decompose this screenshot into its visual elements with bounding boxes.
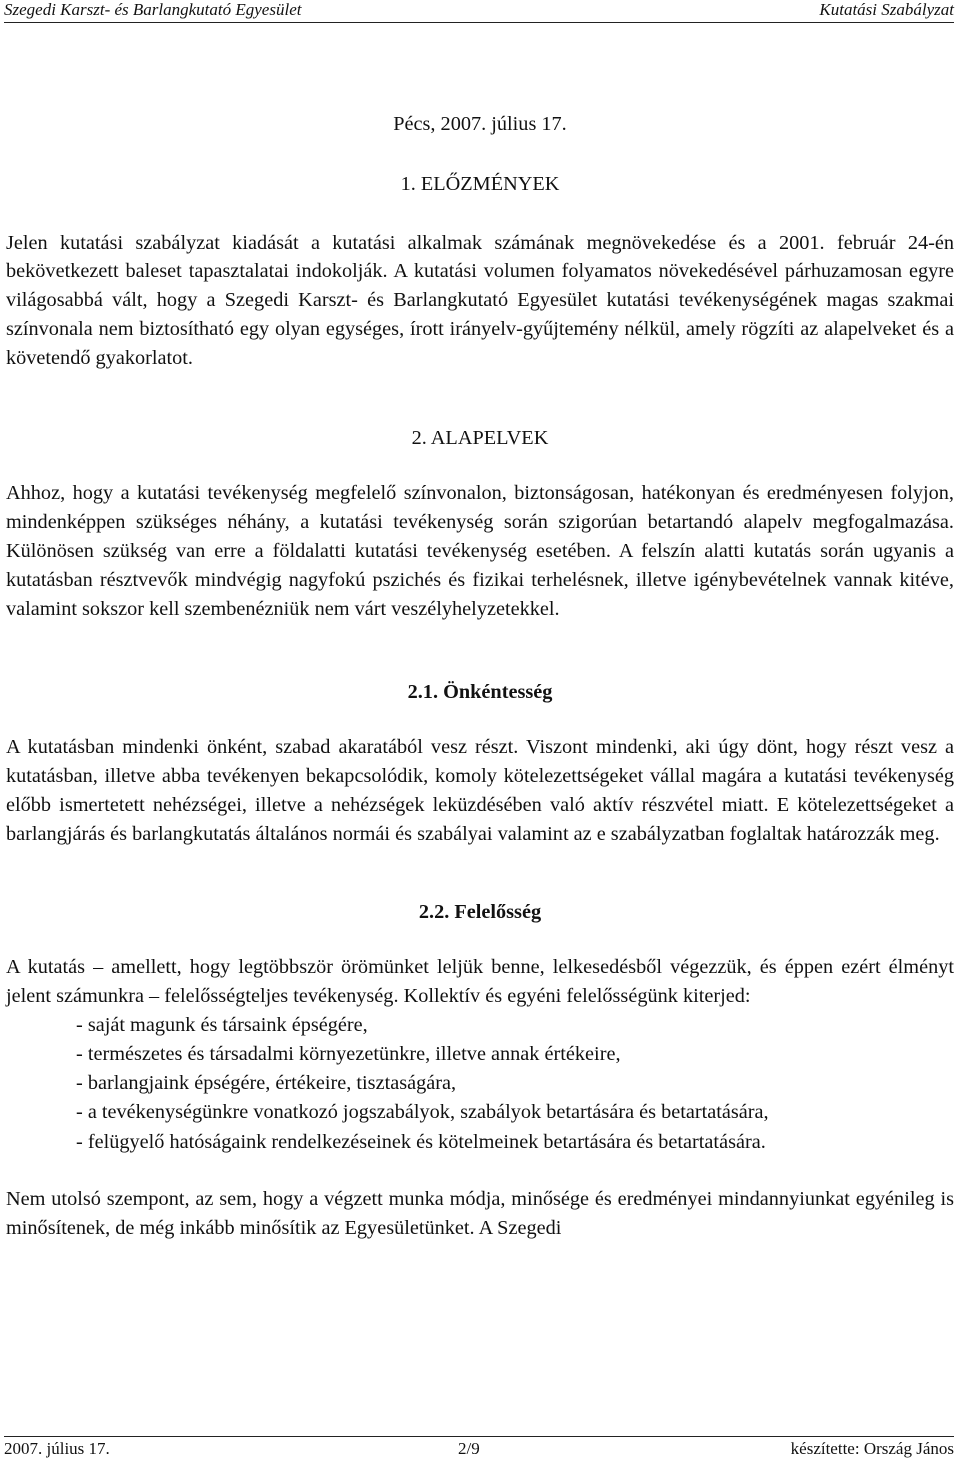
responsibility-list	[6, 1011, 954, 1157]
list-item: - a tevékenységünkre vonatkozó jogszabályok, szabályok betartására és betartatására,	[76, 1101, 769, 1124]
section-2-2-heading: 2.2. Felelősség	[418, 901, 542, 924]
page-number: 2/9	[458, 1439, 480, 1458]
section-2-2-paragraph: A kutatás – amellett, hogy legtöbbször örömünket leljük benne, lelkesedésből végezzük, és éppen ezért élményt jelent számunkra – felelősségteljes tevékenység. Kollektív és egyéni felelősségünk kiterjed:	[6, 956, 954, 1007]
section-2-1-paragraph: A kutatásban mindenki önként, szabad akaratából vesz részt. Viszont mindenki, aki úgy dönt, hogy részt vesz a kutatásban, illetve abba tevékenyen bekapcsolódik, komoly kötelezettségeket vállal magára a kutatási tevékenység előbb ismertetett nehézségei, illetve a nehézségek leküzdésében való aktív részvétel miatt. E kötelezettségeket a barlangjárás és barlangkutatás általános normái és szabályai valamint az e szabályzatban foglaltak határozzák meg.	[6, 736, 954, 845]
footer-author: készítette: Ország János	[790, 1439, 954, 1458]
page-header	[4, 0, 954, 23]
header-document-title: Kutatási Szabályzat	[819, 0, 954, 19]
section-2-2-closing-paragraph: Nem utolsó szempont, az sem, hogy a végzett munka módja, minősége és eredményei mindannyiunkat egyénileg is minősítenek, de még inkább minősítik az Egyesületünket. A Szegedi	[6, 1187, 954, 1239]
list-item: - természetes és társadalmi környezetünkre, illetve annak értékeire,	[76, 1042, 621, 1065]
page-footer	[4, 1436, 954, 1459]
footer-date: 2007. július 17.	[4, 1439, 110, 1458]
list-item: - barlangjaink épségére, értékeire, tisztaságára,	[76, 1072, 457, 1095]
page-content	[6, 110, 954, 1242]
section-2-paragraph: Ahhoz, hogy a kutatási tevékenység megfelelő színvonalon, biztonságosan, hatékonyan és eredményesen folyjon, mindenképpen szükséges néhány, a kutatási tevékenység során szigorúan betartandó alapelv megfogalmazása. Különösen szükség van erre a földalatti kutatási tevékenység esetében. A felszín alatti kutatás során ugyanis a kutatásban résztvevők mindvégig nagyfokú pszichés és fizikai terhelésnek, illetve igénybevételnek vannak kitéve, valamint sokszor kell szembenézniük nem várt veszélyhelyzetekkel.	[6, 482, 954, 620]
section-1-paragraph: Jelen kutatási szabályzat kiadását a kutatási alkalmak számának megnövekedése és a 2001. február 24-én bekövetkezett baleset tapasztalatai indokolják. A kutatási volumen folyamatos növekedésével párhuzamosan egyre világosabbá vált, hogy a Szegedi Karszt- és Barlangkutató Egyesület kutatási tevékenységének magas szakmai színvonala nem biztosítható egy olyan egységes, írott irányelv-gyűjtemény nélkül, amely rögzíti az alapelveket és a követendő gyakorlatot.	[6, 231, 954, 369]
list-item: - felügyelő hatóságaink rendelkezéseinek és kötelmeinek betartására és betartatására.	[76, 1130, 766, 1153]
section-2-heading: 2. ALAPELVEK	[411, 426, 549, 449]
section-1-heading: 1. ELŐZMÉNYEK	[400, 172, 560, 195]
section-2-1-heading: 2.1. Önkéntesség	[407, 681, 553, 704]
list-item: - saját magunk és társaink épségére,	[76, 1013, 368, 1036]
header-organization: Szegedi Karszt- és Barlangkutató Egyesület	[4, 0, 302, 19]
date-line: Pécs, 2007. július 17.	[393, 113, 567, 135]
